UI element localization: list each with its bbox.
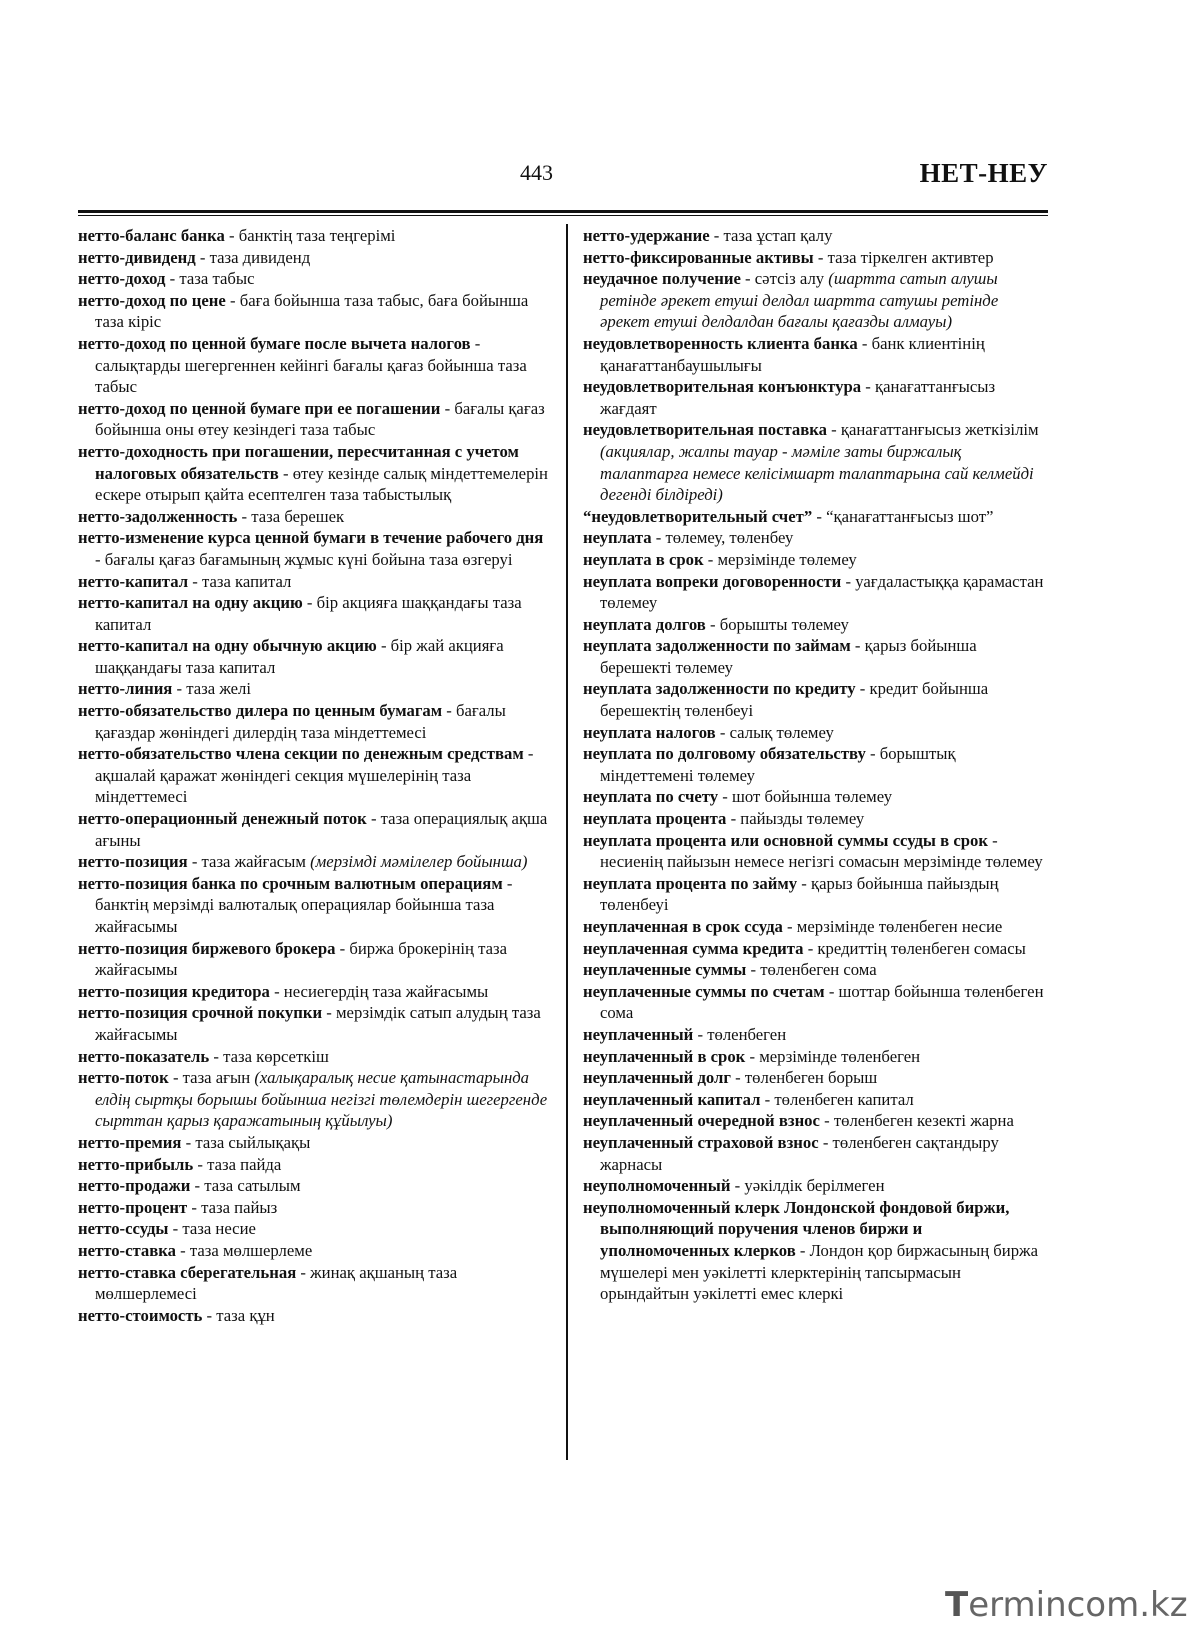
entry-definition: - салық төлемеу [715, 722, 834, 742]
entry-definition: - өтеу кезінде салық міндеттемелерін ескере отырып қайта есептелген таза табыстылық [95, 463, 548, 505]
dictionary-entry [78, 938, 548, 981]
entry-term: нетто-стоимость [78, 1305, 203, 1325]
entry-term: нетто-позиция кредитора [78, 981, 270, 1001]
entry-term: неуплата процента или основной суммы ссуды в срок [583, 830, 988, 850]
entry-definition: - таза көрсеткіш [209, 1046, 329, 1066]
entry-definition: - қарыз бойынша пайыздың төленбеуі [600, 873, 999, 915]
entry-definition: - төленбеген [693, 1024, 787, 1044]
entry-term: неуплата задолженности по займам [583, 636, 851, 656]
entry-definition: - бір жай акцияға шаққандағы таза капитал [95, 636, 504, 677]
entry-definition: - мерзімінде төленбеген несие [782, 917, 1003, 936]
entry-term: нетто-изменение курса ценной бумаги в течение рабочего дня [78, 528, 544, 548]
entry-term: нетто-дивиденд [78, 247, 196, 267]
dictionary-entry [583, 873, 1048, 916]
entry-term: неудовлетворенность клиента банка [583, 333, 858, 353]
dictionary-entry [78, 333, 548, 398]
entry-definition: - таза дивиденд [195, 247, 311, 267]
dictionary-entry [583, 786, 1048, 808]
running-head: НЕТ-НЕУ [919, 158, 1048, 188]
entry-term: неуплата процента [583, 809, 727, 829]
entry-term: нетто-фиксированные активы [583, 247, 814, 267]
entry-definition: - кредиттің төленбеген сомасы [803, 938, 1026, 958]
dictionary-entry [78, 678, 548, 700]
entry-definition: - мерзімінде төленбеген [745, 1046, 921, 1066]
entry-definition: - таза жайғасым [187, 852, 311, 872]
entry-term: нетто-доход по ценной бумаге после вычета налогов [78, 333, 471, 353]
entry-definition: - уағдаластыққа қарамастан төлемеу [600, 571, 1044, 613]
dictionary-entry [583, 1197, 1048, 1305]
entry-term: неуплата процента по займу [583, 873, 798, 893]
entry-definition: - таза пайыз [187, 1197, 278, 1217]
dictionary-entry [583, 743, 1048, 786]
entry-term: неуплаченный капитал [583, 1089, 761, 1109]
dictionary-entry [78, 851, 548, 873]
dictionary-entry [583, 614, 1048, 636]
dictionary-entry [583, 678, 1048, 721]
entry-definition: - жинақ ақшаның таза мөлшерлемесі [95, 1262, 458, 1304]
dictionary-entry [583, 1089, 1048, 1111]
entry-term: неуплаченный в срок [583, 1046, 746, 1066]
entry-term: нетто-удержание [583, 226, 710, 245]
dictionary-entry [583, 959, 1048, 981]
entry-definition: - таза операциялық ақша ағыны [95, 809, 548, 850]
entry-definition: - бағалы қағаздар жөніндегі дилердің таза міндеттемесі [95, 701, 506, 742]
entry-definition: - таза несие [168, 1219, 256, 1239]
entry-term: неуплаченный очередной взнос [583, 1111, 820, 1131]
entry-definition: - кредит бойынша берешектің төленбеуі [600, 679, 989, 721]
dictionary-entry [583, 1132, 1048, 1175]
dictionary-entry [78, 1002, 548, 1045]
entry-definition: - таза сатылым [190, 1176, 301, 1196]
entry-term: “неудовлетворительный счет” [583, 506, 813, 526]
entry-term: нетто-капитал на одну акцию [78, 593, 303, 613]
entry-term: неуплата по счету [583, 787, 719, 807]
entry-term: нетто-позиция биржевого брокера [78, 938, 336, 958]
left-column [78, 225, 548, 1326]
entry-term: неуплата по долговому обязательству [583, 744, 866, 764]
entry-note: (шартта сатып алушы ретінде әрекет етуші делдал шартта сатушы ретінде әрекет етуші делдалдан бағалы қағазды алмауы) [600, 269, 999, 332]
dictionary-entry [78, 441, 548, 506]
entry-definition: - банктің таза теңгерімі [224, 226, 396, 245]
entry-definition: - уәкілдік берілмеген [730, 1176, 885, 1196]
entry-definition: - бағалы қағаз бойынша оны өтеу кезіндегі таза табыс [95, 398, 545, 440]
dictionary-entry [583, 1067, 1048, 1089]
entry-definition: - таза ұстап қалу [709, 226, 833, 245]
entry-term: нетто-баланс банка [78, 226, 225, 245]
dictionary-entry [583, 1024, 1048, 1046]
page-number: 443 [520, 160, 553, 185]
dictionary-entry [78, 527, 548, 570]
entry-definition: - ақшалай қаражат жөніндегі секция мүшелерінің таза міндеттемесі [95, 744, 534, 807]
entry-definition: - мерзімінде төлемеу [703, 549, 857, 569]
dictionary-entry [78, 268, 548, 290]
entry-term: нетто-обязательство члена секции по денежным средствам [78, 744, 524, 764]
entry-definition: - банктің мерзімді валюталық операциялар бойынша таза жайғасымы [95, 873, 513, 936]
entry-term: нетто-прибыль [78, 1154, 194, 1174]
column-divider [566, 224, 568, 1460]
entry-definition: - “қанағаттанғысыз шот” [812, 506, 994, 526]
entry-term: нетто-процент [78, 1197, 188, 1217]
dictionary-entry [583, 722, 1048, 744]
dictionary-entry [583, 549, 1048, 571]
entry-term: неуплата долгов [583, 614, 706, 634]
entry-term: нетто-задолженность [78, 506, 238, 526]
entry-definition: - таза мөлшерлеме [175, 1240, 313, 1260]
entry-definition: - Лондон қор биржасының биржа мүшелері мен уәкілетті клерктерінің тапсырмасын орындайтын уәкілетті емес клеркі [600, 1240, 1038, 1304]
dictionary-entry [583, 225, 1048, 247]
dictionary-entry [583, 830, 1048, 873]
entry-term: неудачное получение [583, 269, 741, 289]
dictionary-entry [583, 938, 1048, 960]
entry-term: нетто-линия [78, 679, 173, 699]
dictionary-entry [78, 1240, 548, 1262]
entry-definition: - шот бойынша төлемеу [718, 787, 893, 807]
entry-term: неуплаченный [583, 1024, 694, 1044]
entry-definition: - төлемеу, төленбеу [651, 528, 794, 548]
dictionary-entry [78, 1197, 548, 1219]
entry-term: нетто-капитал [78, 571, 189, 591]
entry-definition: - салықтарды шегергеннен кейінгі бағалы қағаз бойынша таза табыс [95, 333, 527, 397]
dictionary-entry [583, 247, 1048, 269]
dictionary-entry [78, 1218, 548, 1240]
entry-definition: - төленбеген капитал [760, 1089, 914, 1109]
dictionary-entry [583, 981, 1048, 1024]
entry-definition: - сәтсіз алу [740, 269, 829, 289]
dictionary-entry [78, 1154, 548, 1176]
entry-definition: - таза құн [202, 1305, 275, 1325]
dictionary-entry [78, 808, 548, 851]
dictionary-entry [583, 333, 1048, 376]
dictionary-entry [583, 1175, 1048, 1197]
entry-definition: - мерзімдік сатып алудың таза жайғасымы [95, 1003, 541, 1044]
entry-definition: - қанағаттанғысыз жеткізілім [826, 420, 1039, 440]
entry-definition: - пайызды төлемеу [726, 809, 865, 829]
entry-term: неуплата [583, 528, 652, 548]
entry-term: неуплаченная сумма кредита [583, 938, 804, 958]
entry-term: нетто-продажи [78, 1176, 191, 1196]
right-column [583, 225, 1048, 1305]
entry-term: неуплата задолженности по кредиту [583, 679, 856, 699]
header-rule-thin [78, 215, 1048, 216]
entry-term: неуплата вопреки договоренности [583, 571, 842, 591]
entry-term: нетто-позиция срочной покупки [78, 1003, 323, 1023]
dictionary-entry [78, 743, 548, 808]
dictionary-entry [78, 1046, 548, 1068]
entry-definition: - биржа брокерінің таза жайғасымы [95, 938, 508, 980]
entry-definition: - таза пайда [193, 1154, 282, 1174]
entry-term: неуплата налогов [583, 722, 716, 742]
entry-term: неудовлетворительная поставка [583, 420, 827, 440]
entry-term: нетто-премия [78, 1132, 182, 1152]
entry-definition: - несиенің пайызын немесе негізгі сомасын мерзімінде төлемеу [600, 830, 1043, 872]
entry-note: (халықаралық несие қатынастарында елдің сыртқы борышы бойынша негізгі төлемдерін шегергенде сырттан қарыз қаражатының құйылуы) [95, 1068, 548, 1131]
entry-note: (мерзімді мәмілелер бойынша) [310, 852, 528, 872]
entry-definition: - қанағаттанғысыз жағдаят [600, 377, 996, 418]
entry-term: нетто-позиция [78, 852, 188, 872]
dictionary-entry [78, 571, 548, 593]
entry-definition: - борышты төлемеу [705, 614, 849, 634]
entry-definition: - таза сыйлықақы [181, 1132, 311, 1152]
entry-term: нетто-операционный денежный поток [78, 809, 367, 829]
entry-definition: - несиегердің таза жайғасымы [269, 981, 489, 1001]
dictionary-entry [78, 635, 548, 678]
entry-definition: - төленбеген кезекті жарна [819, 1111, 1014, 1131]
watermark-logo [945, 1585, 1188, 1625]
entry-term: неуплаченная в срок ссуда [583, 917, 783, 936]
entry-definition: - баға бойынша таза табыс, баға бойынша таза кіріс [95, 290, 529, 332]
dictionary-entry [583, 527, 1048, 549]
entry-definition: - таза берешек [237, 506, 345, 526]
entry-term: нетто-доходность при погашении, пересчитанная с учетом налоговых обязательств [78, 441, 519, 483]
dictionary-entry [78, 592, 548, 635]
entry-definition: - төленбеген сақтандыру жарнасы [600, 1132, 999, 1174]
dictionary-entry [78, 873, 548, 938]
entry-term: нетто-доход по ценной бумаге при ее погашении [78, 398, 441, 418]
entry-definition: - таза капитал [188, 571, 292, 591]
entry-definition: - банк клиентінің қанағаттанбаушылығы [600, 333, 985, 375]
entry-definition: - төленбеген сома [746, 960, 877, 980]
entry-term: неуполномоченный клерк Лондонской фондовой биржи, выполняющий поручения членов биржи и уполномоченных клерков [583, 1197, 1010, 1260]
entry-term: нетто-поток [78, 1068, 169, 1088]
entry-term: неуплаченные суммы по счетам [583, 981, 825, 1001]
entry-definition: - қарыз бойынша берешекті төлемеу [600, 636, 977, 677]
entry-term: нетто-доход по цене [78, 290, 226, 310]
entry-definition: - бағалы қағаз бағамының жұмыс күні бойына таза өзгеруі [95, 549, 513, 569]
entry-term: нетто-ставка [78, 1240, 176, 1260]
dictionary-entry [78, 1305, 548, 1327]
dictionary-entry [78, 981, 548, 1003]
dictionary-entry [583, 916, 1048, 938]
dictionary-entry [583, 1110, 1048, 1132]
dictionary-entry [78, 1132, 548, 1154]
entry-definition: - шоттар бойынша төленбеген сома [600, 981, 1044, 1023]
dictionary-entry [78, 1067, 548, 1132]
dictionary-entry [583, 1046, 1048, 1068]
dictionary-entry [78, 290, 548, 333]
entry-term: неуплаченный страховой взнос [583, 1132, 819, 1152]
dictionary-entry [78, 247, 548, 269]
dictionary-entry [583, 376, 1048, 419]
entry-term: неудовлетворительная конъюнктура [583, 377, 862, 397]
dictionary-entry [78, 1262, 548, 1305]
dictionary-entry [78, 225, 548, 247]
entry-term: нетто-позиция банка по срочным валютным операциям [78, 873, 503, 893]
dictionary-entry [78, 506, 548, 528]
watermark-logo-mark: T [945, 1585, 969, 1625]
entry-definition: - төленбеген борыш [730, 1068, 878, 1088]
dictionary-entry [583, 268, 1048, 333]
entry-note: (акциялар, жалпы тауар - мәміле заты биржалық талаптарға немесе келісімшарт талаптарына сай келмейді дегенді білдіреді) [600, 441, 1034, 505]
entry-term: нетто-ссуды [78, 1219, 169, 1239]
dictionary-entry [583, 808, 1048, 830]
entry-definition: - таза табыс [165, 269, 255, 289]
dictionary-entry [583, 506, 1048, 528]
entry-definition: - борыштық міндеттемені төлемеу [600, 744, 956, 785]
entry-term: нетто-доход [78, 269, 166, 289]
entry-definition: - таза желі [172, 679, 251, 699]
entry-definition: - бір акцияға шаққандағы таза капитал [95, 593, 522, 634]
dictionary-entry [583, 635, 1048, 678]
entry-definition: - таза ағын [168, 1068, 255, 1088]
entry-term: неуплата в срок [583, 549, 704, 569]
entry-term: нетто-обязательство дилера по ценным бумагам [78, 701, 443, 721]
dictionary-entry [583, 571, 1048, 614]
entry-term: неуполномоченный [583, 1176, 731, 1196]
header-rule-thick [78, 210, 1048, 213]
entry-definition: - таза тіркелген активтер [813, 247, 994, 267]
dictionary-entry [78, 700, 548, 743]
dictionary-entry [78, 398, 548, 441]
entry-term: неуплаченный долг [583, 1068, 731, 1088]
entry-term: нетто-ставка сберегательная [78, 1262, 297, 1282]
watermark-logo-text: ermincom.kz [968, 1585, 1188, 1625]
entry-term: нетто-показатель [78, 1046, 210, 1066]
entry-term: нетто-капитал на одну обычную акцию [78, 636, 377, 656]
dictionary-entry [78, 1175, 548, 1197]
dictionary-entry [583, 419, 1048, 505]
entry-term: неуплаченные суммы [583, 960, 747, 980]
